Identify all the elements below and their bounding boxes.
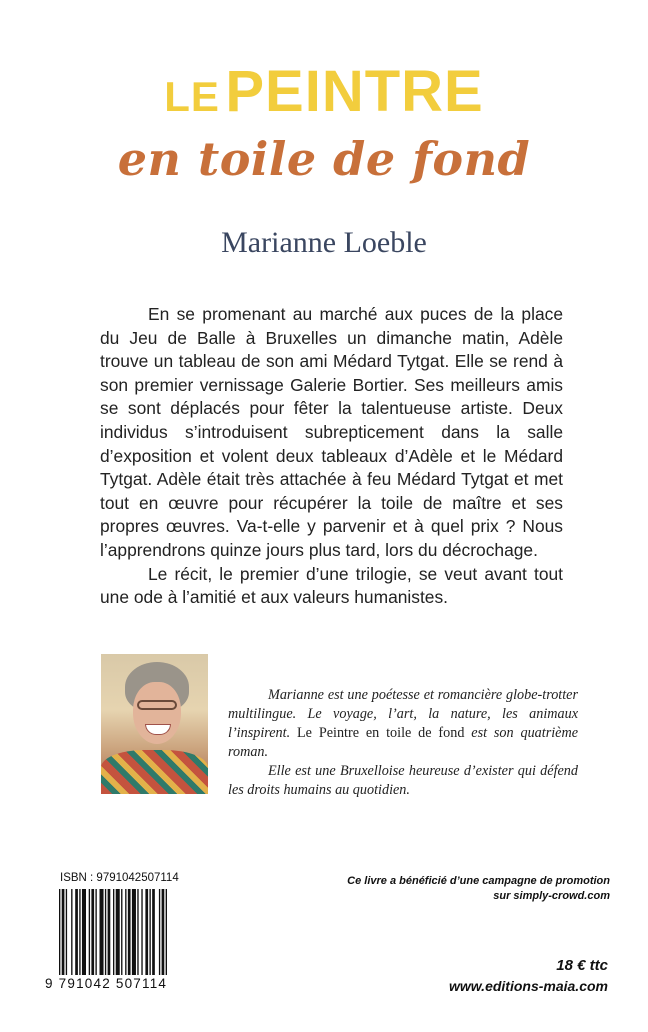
synopsis-paragraph-2: Le récit, le premier d’une trilogie, se veut avant tout une ode à l’amitié et aux valeurs humanistes.: [100, 563, 563, 608]
synopsis-paragraph-1: En se promenant au marché aux puces de la place du Jeu de Balle à Bruxelles un dimanche matin, Adèle trouve un tableau de son ami Médard Tytgat. Elle se rend à son premier vernissage Galerie Bortier. Ses meilleurs amis se sont déplacés pour fêter la talentueuse artiste. Deux individus s’introduisent subrepticement dans la salle d’exposition et volent deux tableaux d’Adèle et le Médard Tytgat. Adèle était très attachée à feu Médard Tytgat et met tout en œuvre pour récupérer la toile de maître et ses propres œuvres. Va-t-elle y parvenir et à quel prix ? Nous l’apprendrons quinze jours plus tard, lors du décrochage.: [100, 304, 563, 560]
bio-paragraph-1: Marianne est une poétesse et romancière globe-trotter multilingue. Le voyage, l’art, la nature, les animaux l’inspirent. Le Peintre en toile de fond est son quatrième roman.: [228, 687, 579, 760]
title-le: LE: [164, 73, 220, 120]
book-subtitle: en toile de fond: [117, 132, 531, 186]
title-peintre: PEINTRE: [225, 59, 484, 124]
author-name: Marianne Loeble: [221, 226, 427, 259]
promo-note: Ce livre a bénéficié d’une campagne de promotion sur simply-crowd.com: [347, 875, 610, 902]
barcode-digits: 9 791042 507114: [45, 976, 168, 991]
publisher-website: www.editions-maia.com: [449, 978, 608, 994]
author-photo: [101, 654, 208, 794]
author-bio: [228, 686, 578, 800]
synopsis: [100, 303, 563, 610]
book-title: [0, 58, 648, 125]
bio-paragraph-2: Elle est une Bruxelloise heureuse d’exister qui défend les droits humains au quotidien.: [228, 763, 578, 798]
bio-book-title: Le Peintre en toile de fond: [290, 725, 472, 741]
price: 18 € ttc: [556, 957, 608, 974]
barcode-icon: [57, 889, 209, 975]
isbn-label: ISBN : 9791042507114: [60, 872, 179, 884]
